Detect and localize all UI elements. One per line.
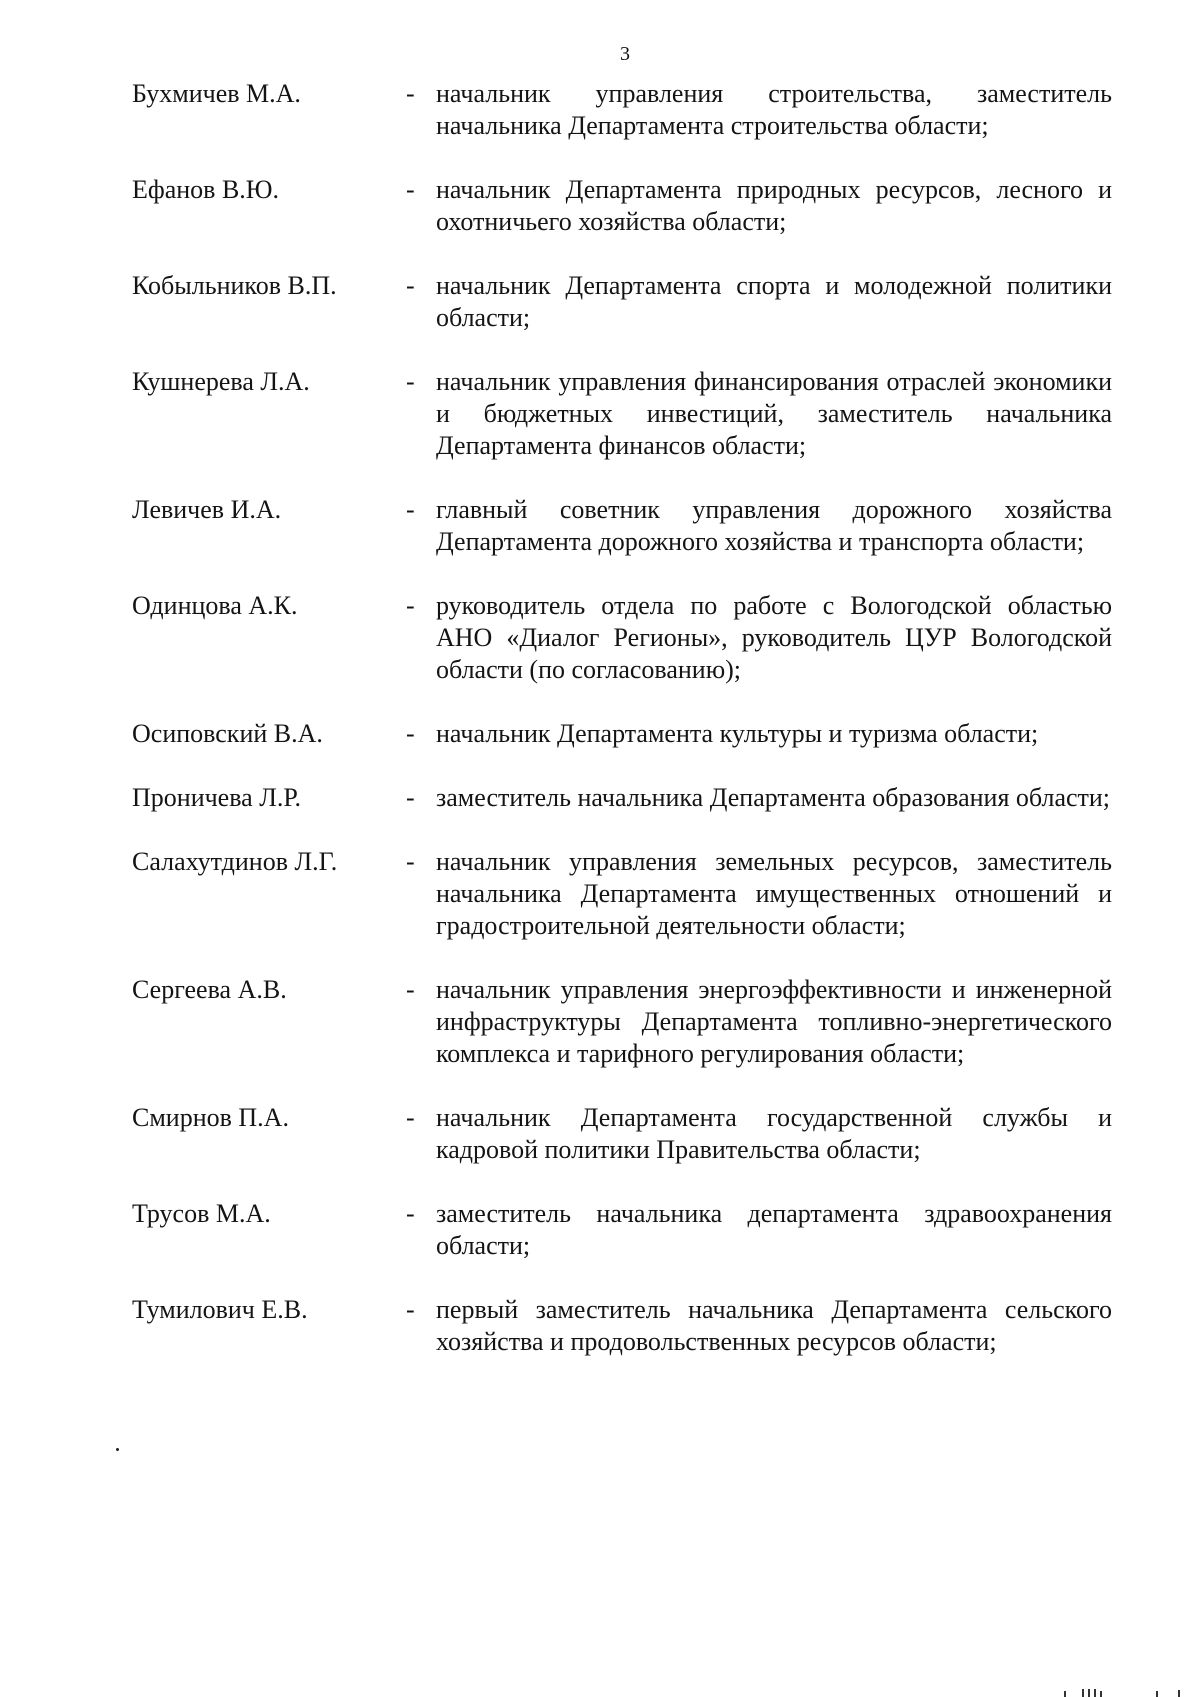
separator-dash: -	[406, 783, 415, 812]
member-name: Тумилович Е.В.	[132, 1295, 308, 1324]
separator-dash: -	[406, 79, 415, 108]
separator-dash: -	[406, 591, 415, 620]
list-item	[132, 494, 1132, 558]
list-item	[132, 366, 1132, 462]
member-name: Салахутдинов Л.Г.	[132, 847, 338, 876]
list-item	[132, 1198, 1132, 1262]
member-name: Проничева Л.Р.	[132, 783, 302, 812]
member-role: руководитель отдела по работе с Вологодской областью АНО «Диалог Регионы», руководитель ЦУР Вологодской области (по согласованию);	[436, 591, 1112, 684]
member-name: Осиповский В.А.	[132, 719, 323, 748]
member-name: Одинцова А.К.	[132, 591, 298, 620]
member-name: Кобыльников В.П.	[132, 271, 337, 300]
member-name: Бухмичев М.А.	[132, 79, 301, 108]
page-number: 3	[620, 43, 630, 65]
list-item	[132, 1294, 1132, 1358]
member-role: первый заместитель начальника Департамента сельского хозяйства и продовольственных ресурсов области;	[436, 1295, 1112, 1356]
member-name: Ефанов В.Ю.	[132, 175, 280, 204]
member-role: начальник Департамента природных ресурсов, лесного и охотничьего хозяйства области;	[436, 175, 1112, 236]
list-item	[132, 270, 1132, 334]
list-item	[132, 1102, 1132, 1166]
separator-dash: -	[406, 1295, 415, 1324]
member-role: начальник управления строительства, заместитель начальника Департамента строительства области;	[436, 79, 1112, 140]
member-name: Сергеева А.В.	[132, 975, 287, 1004]
member-role: заместитель начальника департамента здравоохранения области;	[436, 1199, 1112, 1260]
separator-dash: -	[406, 719, 415, 748]
member-role: начальник управления финансирования отраслей экономики и бюджетных инвестиций, заместитель начальника Департамента финансов области;	[436, 367, 1112, 460]
member-name: Левичев И.А.	[132, 495, 282, 524]
member-name: Трусов М.А.	[132, 1199, 271, 1228]
member-list	[132, 78, 1132, 1390]
separator-dash: -	[406, 367, 415, 396]
separator-dash: -	[406, 271, 415, 300]
member-name: Смирнов П.А.	[132, 1103, 289, 1132]
member-role: начальник Департамента государственной службы и кадровой политики Правительства области;	[436, 1103, 1112, 1164]
separator-dash: -	[406, 975, 415, 1004]
separator-dash: -	[406, 1103, 415, 1132]
list-item	[132, 974, 1132, 1070]
separator-dash: -	[406, 495, 415, 524]
member-role: начальник управления земельных ресурсов, заместитель начальника Департамента имущественных отношений и градостроительной деятельности области;	[436, 847, 1112, 940]
separator-dash: -	[406, 1199, 415, 1228]
list-item	[132, 174, 1132, 238]
margin-dot-mark	[116, 1448, 119, 1451]
member-role: заместитель начальника Департамента образования области;	[436, 783, 1111, 812]
list-item	[132, 718, 1132, 750]
list-item	[132, 846, 1132, 942]
list-item	[132, 782, 1132, 814]
scan-barcode-marks	[1060, 1687, 1190, 1697]
list-item	[132, 590, 1132, 686]
list-item	[132, 78, 1132, 142]
member-name: Кушнерева Л.А.	[132, 367, 310, 396]
separator-dash: -	[406, 175, 415, 204]
member-role: главный советник управления дорожного хозяйства Департамента дорожного хозяйства и транспорта области;	[436, 495, 1112, 556]
member-role: начальник управления энергоэффективности и инженерной инфраструктуры Департамента топливно-энергетического комплекса и тарифного регулирования области;	[436, 975, 1112, 1068]
member-role: начальник Департамента культуры и туризма области;	[436, 719, 1039, 748]
member-role: начальник Департамента спорта и молодежной политики области;	[436, 271, 1112, 332]
separator-dash: -	[406, 847, 415, 876]
